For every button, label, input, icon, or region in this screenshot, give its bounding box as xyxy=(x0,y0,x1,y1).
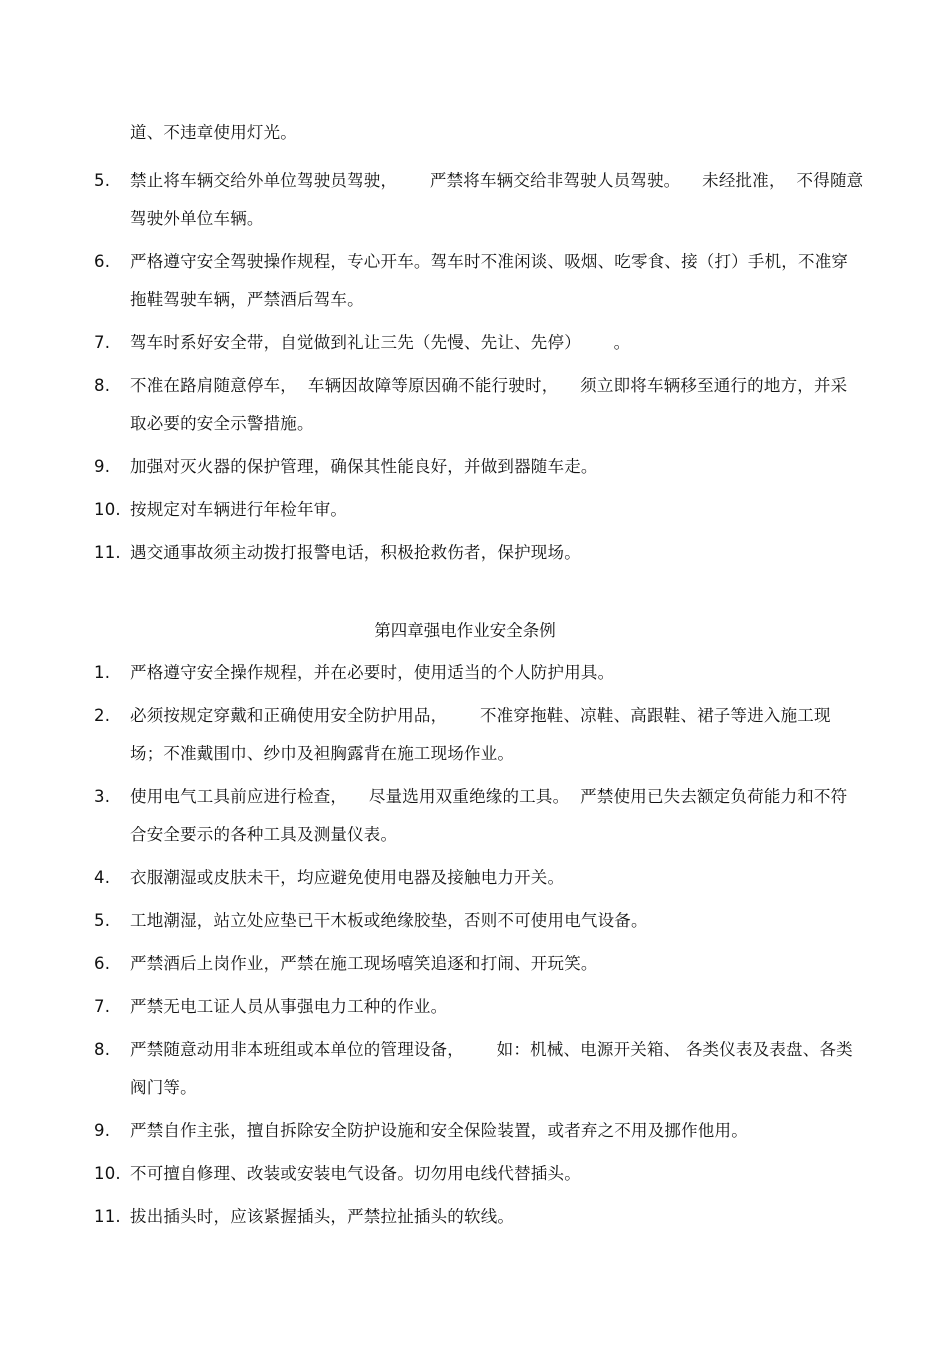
item-text: 驾车时系好安全带，自觉做到礼让三先（先慢、先让、先停） 。 xyxy=(130,333,631,352)
item-text: 严禁随意动用非本班组或本单位的管理设备， 如：机械、电源开关箱、 各类仪表及表盘、各类阀门等。 xyxy=(130,1040,853,1097)
item-number: 8. xyxy=(94,376,111,395)
list-item xyxy=(94,243,864,319)
item-text: 拔出插头时，应该紧握插头，严禁拉扯插头的软线。 xyxy=(130,1207,515,1226)
list-item xyxy=(94,697,864,773)
item-text: 严格遵守安全操作规程，并在必要时，使用适当的个人防护用具。 xyxy=(130,663,615,682)
list-item xyxy=(94,367,864,443)
item-number: 6. xyxy=(94,954,111,973)
list-item xyxy=(94,778,864,854)
item-text: 严禁无电工证人员从事强电力工种的作业。 xyxy=(130,997,448,1016)
item-text: 必须按规定穿戴和正确使用安全防护用品， 不准穿拖鞋、凉鞋、高跟鞋、裙子等进入施工现场；不准戴围巾、纱巾及袒胸露背在施工现场作业。 xyxy=(130,706,831,763)
item-text: 衣服潮湿或皮肤未干，均应避免使用电器及接触电力开关。 xyxy=(130,868,565,887)
item-number: 5. xyxy=(94,171,111,190)
list-item xyxy=(94,534,864,572)
item-number: 10. xyxy=(94,1164,121,1183)
list-item xyxy=(94,1031,864,1107)
item-text: 不可擅自修理、改装或安装电气设备。切勿用电线代替插头。 xyxy=(130,1164,581,1183)
item-text: 禁止将车辆交给外单位驾驶员驾驶， 严禁将车辆交给非驾驶人员驾驶。 未经批准， 不得随意驾驶外单位车辆。 xyxy=(130,171,864,228)
item-number: 7. xyxy=(94,333,111,352)
item-number: 8. xyxy=(94,1040,111,1059)
item-text: 加强对灭火器的保护管理，确保其性能良好，并做到器随车走。 xyxy=(130,457,598,476)
item-number: 11. xyxy=(94,1207,121,1226)
item-number: 4. xyxy=(94,868,111,887)
list-item xyxy=(94,1155,864,1193)
item-number: 2. xyxy=(94,706,111,725)
list-item xyxy=(94,162,864,238)
item-text: 严格遵守安全驾驶操作规程，专心开车。驾车时不准闲谈、吸烟、吃零食、接（打）手机，不准穿拖鞋驾驶车辆，严禁酒后驾车。 xyxy=(130,252,849,309)
vehicle-rules-list xyxy=(94,162,864,577)
item-text: 严禁自作主张，擅自拆除安全防护设施和安全保险装置，或者弃之不用及挪作他用。 xyxy=(130,1121,748,1140)
list-item xyxy=(94,988,864,1026)
item-number: 3. xyxy=(94,787,111,806)
item-number: 6. xyxy=(94,252,111,271)
electrical-rules-list xyxy=(94,654,864,1241)
list-item xyxy=(94,1112,864,1150)
list-item xyxy=(94,859,864,897)
list-item xyxy=(94,324,864,362)
item-number: 9. xyxy=(94,457,111,476)
list-item xyxy=(94,945,864,983)
item-text: 工地潮湿，站立处应垫已干木板或绝缘胶垫，否则不可使用电气设备。 xyxy=(130,911,648,930)
list-item xyxy=(94,1198,864,1236)
item-number: 1. xyxy=(94,663,111,682)
item-text: 按规定对车辆进行年检年审。 xyxy=(130,500,348,519)
item-number: 9. xyxy=(94,1121,111,1140)
list-item xyxy=(94,448,864,486)
item-text: 使用电气工具前应进行检查， 尽量选用双重绝缘的工具。 严禁使用已失去额定负荷能力和不符合安全要示的各种工具及测量仪表。 xyxy=(130,787,848,844)
section-title: 第四章强电作业安全条例 xyxy=(374,621,556,640)
item-number: 5. xyxy=(94,911,111,930)
item-number: 7. xyxy=(94,997,111,1016)
item-text: 严禁酒后上岗作业，严禁在施工现场嘻笑追逐和打闹、开玩笑。 xyxy=(130,954,598,973)
continuation-text: 道、不违章使用灯光。 xyxy=(130,123,297,142)
item-text: 遇交通事故须主动拨打报警电话，积极抢救伤者，保护现场。 xyxy=(130,543,581,562)
list-item xyxy=(94,491,864,529)
item-text: 不准在路肩随意停车， 车辆因故障等原因确不能行驶时， 须立即将车辆移至通行的地方，并采取必要的安全示警措施。 xyxy=(130,376,848,433)
list-item xyxy=(94,654,864,692)
item-number: 11. xyxy=(94,543,121,562)
list-item xyxy=(94,902,864,940)
item-number: 10. xyxy=(94,500,121,519)
